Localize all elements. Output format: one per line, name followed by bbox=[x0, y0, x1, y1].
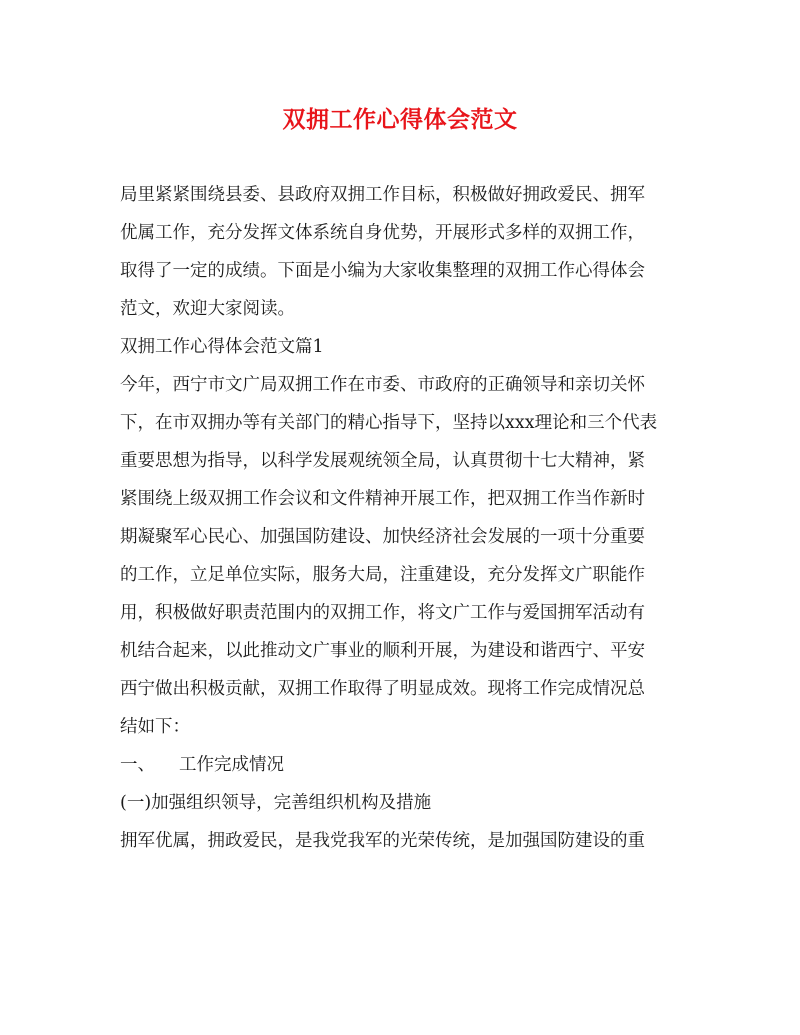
section-heading-line bbox=[120, 746, 680, 784]
subsection-heading: (一)加强组织领导，完善组织机构及措施 bbox=[120, 793, 432, 813]
paragraph-line: 期凝聚军心民心、加强国防建设、加快经济社会发展的一项十分重要 bbox=[120, 527, 645, 547]
section-number: 一、 bbox=[120, 755, 155, 775]
document-body bbox=[120, 176, 680, 860]
paragraph-line: 今年，西宁市文广局双拥工作在市委、市政府的正确领导和亲切关怀 bbox=[120, 375, 645, 395]
document-title: 双拥工作心得体会范文 bbox=[282, 106, 518, 133]
section-heading: 工作完成情况 bbox=[179, 755, 284, 775]
paragraph-line: 重要思想为指导，以科学发展观统领全局，认真贯彻十七大精神，紧 bbox=[120, 451, 645, 471]
paragraph-line: 的工作，立足单位实际，服务大局，注重建设，充分发挥文广职能作 bbox=[120, 565, 645, 585]
paragraph-line: 结如下： bbox=[120, 717, 190, 737]
paragraph-line: 范文，欢迎大家阅读。 bbox=[120, 299, 295, 319]
paragraph-line: 用，积极做好职责范围内的双拥工作，将文广工作与爱国拥军活动有 bbox=[120, 603, 645, 623]
paragraph-line: 局里紧紧围绕县委、县政府双拥工作目标，积极做好拥政爱民、拥军 bbox=[120, 185, 645, 205]
paragraph-line: 紧围绕上级双拥工作会议和文件精神开展工作，把双拥工作当作新时 bbox=[120, 489, 645, 509]
paragraph-line: 取得了一定的成绩。下面是小编为大家收集整理的双拥工作心得体会 bbox=[120, 261, 645, 281]
paragraph-line: 西宁做出积极贡献，双拥工作取得了明显成效。现将工作完成情况总 bbox=[120, 679, 645, 699]
paragraph-line: 机结合起来，以此推动文广事业的顺利开展，为建设和谐西宁、平安 bbox=[120, 641, 645, 661]
paragraph-line: 优属工作，充分发挥文体系统自身优势，开展形式多样的双拥工作， bbox=[120, 223, 645, 243]
paragraph-line: 拥军优属，拥政爱民，是我党我军的光荣传统，是加强国防建设的重 bbox=[120, 831, 645, 851]
paragraph-line: 下，在市双拥办等有关部门的精心指导下，坚持以xxx理论和三个代表 bbox=[120, 413, 658, 433]
section-heading: 双拥工作心得体会范文篇1 bbox=[120, 337, 324, 357]
